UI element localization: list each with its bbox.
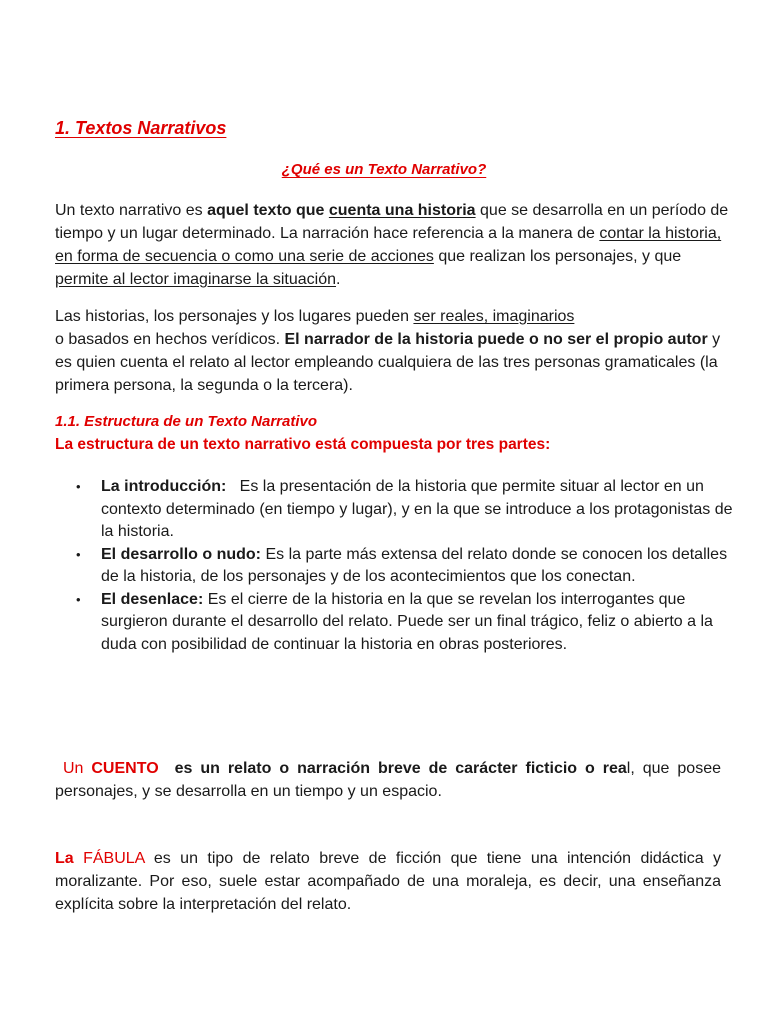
- section-heading: 1. Textos Narrativos: [55, 118, 227, 138]
- structure-list: [55, 476, 735, 656]
- list-item-term: El desarrollo o nudo:: [101, 545, 262, 563]
- p3-red-text: Un: [55, 760, 92, 777]
- bullet-icon: •: [76, 479, 81, 494]
- p1-text: Un texto narrativo es: [55, 202, 208, 219]
- list-item-text: Es la presentación de la historia que permite situar al lector en un contexto determinado (en tiempo y lugar), y en la que se introduce a los protagonistas de la historia.: [101, 478, 737, 540]
- list-item-text: Es la parte más extensa del relato donde se conocen los detalles de la historia, de los personajes y de los acontecimientos que los conectan.: [101, 545, 728, 585]
- p2-bold: El narrador de la historia puede o no ser el propio autor: [284, 331, 708, 348]
- subsection-heading: 1.1. Estructura de un Texto Narrativo: [55, 413, 318, 430]
- p1-bold: aquel texto que: [207, 202, 329, 219]
- p1-bold-underline: cuenta una historia: [328, 202, 476, 219]
- p3-text: l, que posee personajes, y se desarrolla en un tiempo y un espacio.: [55, 760, 721, 800]
- bullet-icon: •: [76, 591, 81, 607]
- list-item: [55, 476, 735, 544]
- p3-term: CUENTO: [91, 760, 159, 777]
- characters-paragraph: [55, 305, 735, 397]
- list-item: [55, 589, 735, 657]
- question-heading: ¿Qué es un Texto Narrativo?: [281, 161, 487, 178]
- p2-text: o basados en hechos verídicos.: [55, 331, 285, 348]
- p4-text: es un tipo de relato breve de ficción que tiene una intención didáctica y moralizante. Por eso, suele estar acompañado de una moraleja, es decir, una enseñanza explícita sobre la interpretación del relato.: [55, 850, 722, 913]
- structure-intro: La estructura de un texto narrativo está compuesta por tres partes:: [55, 436, 551, 453]
- bullet-icon: •: [76, 546, 81, 562]
- p1-text: que realizan los personajes, y que: [433, 248, 682, 265]
- list-item-term: El desenlace:: [101, 590, 204, 608]
- list-item: [55, 544, 735, 589]
- p1-underline: contar la historia, en forma de secuencia o como una serie de acciones: [55, 225, 722, 265]
- p3-bold: es un relato o narración breve de carácter ficticio o rea: [158, 760, 627, 777]
- p1-text: .: [336, 271, 341, 288]
- p1-text: que se desarrolla en un período de tiempo y un lugar determinado. La narración hace referencia a la manera de: [55, 202, 729, 242]
- p2-underline: ser reales, imaginarios: [413, 308, 575, 325]
- definition-paragraph: [55, 199, 735, 291]
- p4-article: La: [55, 850, 74, 867]
- p1-underline: permite al lector imaginarse la situación: [55, 271, 337, 288]
- p2-text: Las historias, los personajes y los lugares pueden: [55, 308, 414, 325]
- fabula-paragraph: [55, 847, 721, 916]
- list-item-text: Es el cierre de la historia en la que se revelan los interrogantes que surgieron durante el desarrollo del relato. Puede ser un final trágico, feliz o abierto a la duda con posibilidad de continuar la historia en obras posteriores.: [101, 590, 713, 653]
- cuento-paragraph: [55, 757, 721, 803]
- p4-term: FÁBULA: [73, 850, 145, 867]
- list-item-term: La introducción:: [101, 478, 227, 495]
- p2-text: y es quien cuenta el relato al lector empleando cualquiera de las tres personas gramaticales (la primera persona, la segunda o la tercera).: [55, 331, 721, 394]
